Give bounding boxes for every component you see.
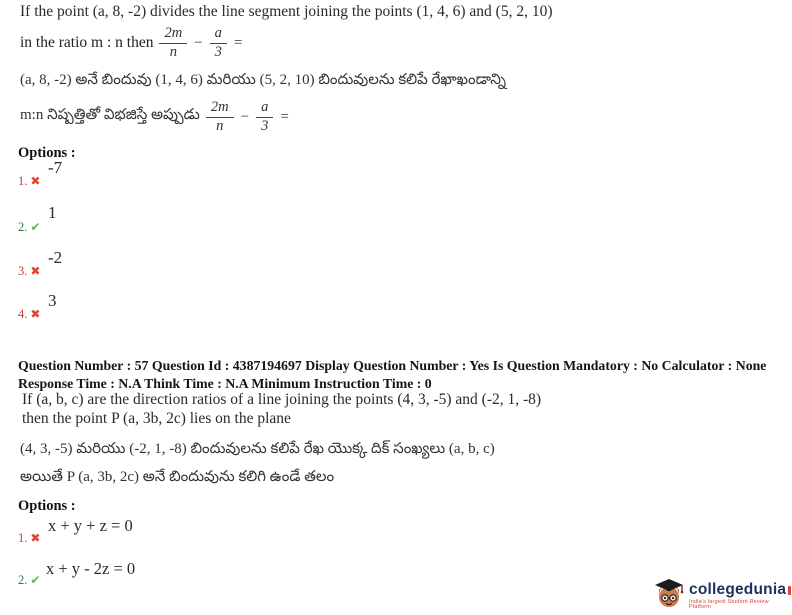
- option-value: 1: [48, 203, 57, 222]
- option-row: [18, 262, 40, 280]
- logo-tagline: India's largest Student Review Platform: [689, 598, 769, 611]
- wrong-cross-icon: ✖: [30, 264, 41, 278]
- graduate-mascot-icon: [653, 578, 686, 615]
- question2-options-label: Options :: [18, 498, 76, 514]
- fraction-2m-over-n: [206, 100, 234, 135]
- fraction-denominator: n: [216, 117, 224, 134]
- option-number: 3.: [18, 264, 28, 278]
- option-row: [18, 305, 40, 323]
- option-value: -7: [48, 158, 63, 177]
- question1-english-line2: [20, 26, 243, 61]
- question2-telugu-line1: (4, 3, -5) మరియు (-2, 1, -8) బిందువులను కలిపే రేఖ యొక్క దిక్ సంఖ్యలు (a, b, c): [20, 441, 495, 457]
- fraction-denominator: n: [169, 43, 177, 60]
- collegedunia-logo[interactable]: [653, 578, 792, 615]
- correct-check-icon: ✔: [30, 220, 41, 234]
- wrong-cross-icon: ✖: [30, 531, 41, 545]
- option-number: 1.: [18, 174, 28, 188]
- fraction-denominator: 3: [214, 43, 222, 60]
- question2-english-line2: then the point P (a, 3b, 2c) lies on the plane: [22, 410, 291, 427]
- option-row: [18, 529, 40, 547]
- logo-accent-mark: [788, 586, 791, 595]
- option-value: x + y + z = 0: [48, 516, 133, 535]
- fraction-numerator: 2m: [206, 100, 234, 118]
- option-number: 2.: [18, 220, 28, 234]
- option-row: [18, 571, 40, 589]
- option-number: 4.: [18, 307, 28, 321]
- fraction-denominator: 3: [261, 117, 269, 134]
- wrong-cross-icon: ✖: [30, 307, 41, 321]
- fraction-numerator: a: [210, 26, 227, 44]
- fraction-numerator: 2m: [159, 26, 187, 44]
- equals-sign: =: [280, 108, 289, 125]
- question1-telugu-line2-prefix: m:n నిష్పత్తితో విభజిస్తే అప్పుడు: [20, 107, 200, 124]
- option-value: 3: [48, 291, 57, 310]
- option-row: [18, 172, 40, 190]
- option-number: 2.: [18, 573, 28, 587]
- option-row: [18, 218, 40, 236]
- question2-english-line1: If (a, b, c) are the direction ratios of a line joining the points (4, 3, -5) and (-2, 1, -8): [22, 391, 542, 408]
- collegedunia-wordmark: collegedunia: [689, 581, 787, 599]
- question1-telugu-line1: (a, 8, -2) అనే బిందువు (1, 4, 6) మరియు (5, 2, 10) బిందువులను కలిపే రేఖాఖండాన్ని: [20, 72, 507, 88]
- fraction-a-over-3: [210, 26, 227, 61]
- fraction-2m-over-n: [159, 26, 187, 61]
- question1-english-line1: If the point (a, 8, -2) divides the line segment joining the points (1, 4, 6) and (5, 2, 10): [20, 3, 553, 20]
- option-number: 1.: [18, 531, 28, 545]
- option-value: -2: [48, 248, 63, 267]
- question1-options-label: Options :: [18, 145, 76, 161]
- fraction-a-over-3: [256, 100, 273, 135]
- fraction-numerator: a: [256, 100, 273, 118]
- minus-operator: −: [240, 108, 250, 125]
- question-metadata: Question Number : 57 Question Id : 4387194697 Display Question Number : Yes Is Question Mandatory : No Calculator : None Response Time : N.A Think Time : N.A Minimum Instruction Time : 0: [18, 358, 767, 391]
- minus-operator: −: [194, 34, 203, 51]
- question1-english-line2-prefix: in the ratio m : n then: [20, 34, 154, 52]
- question2-telugu-line2: అయితే P (a, 3b, 2c) అనే బిందువును కలిగి ఉండే తలం: [20, 469, 335, 485]
- question1-telugu-line2: [20, 100, 290, 135]
- option-value: x + y - 2z = 0: [46, 559, 136, 578]
- equals-sign: =: [233, 34, 243, 51]
- wrong-cross-icon: ✖: [30, 174, 41, 188]
- correct-check-icon: ✔: [30, 573, 41, 587]
